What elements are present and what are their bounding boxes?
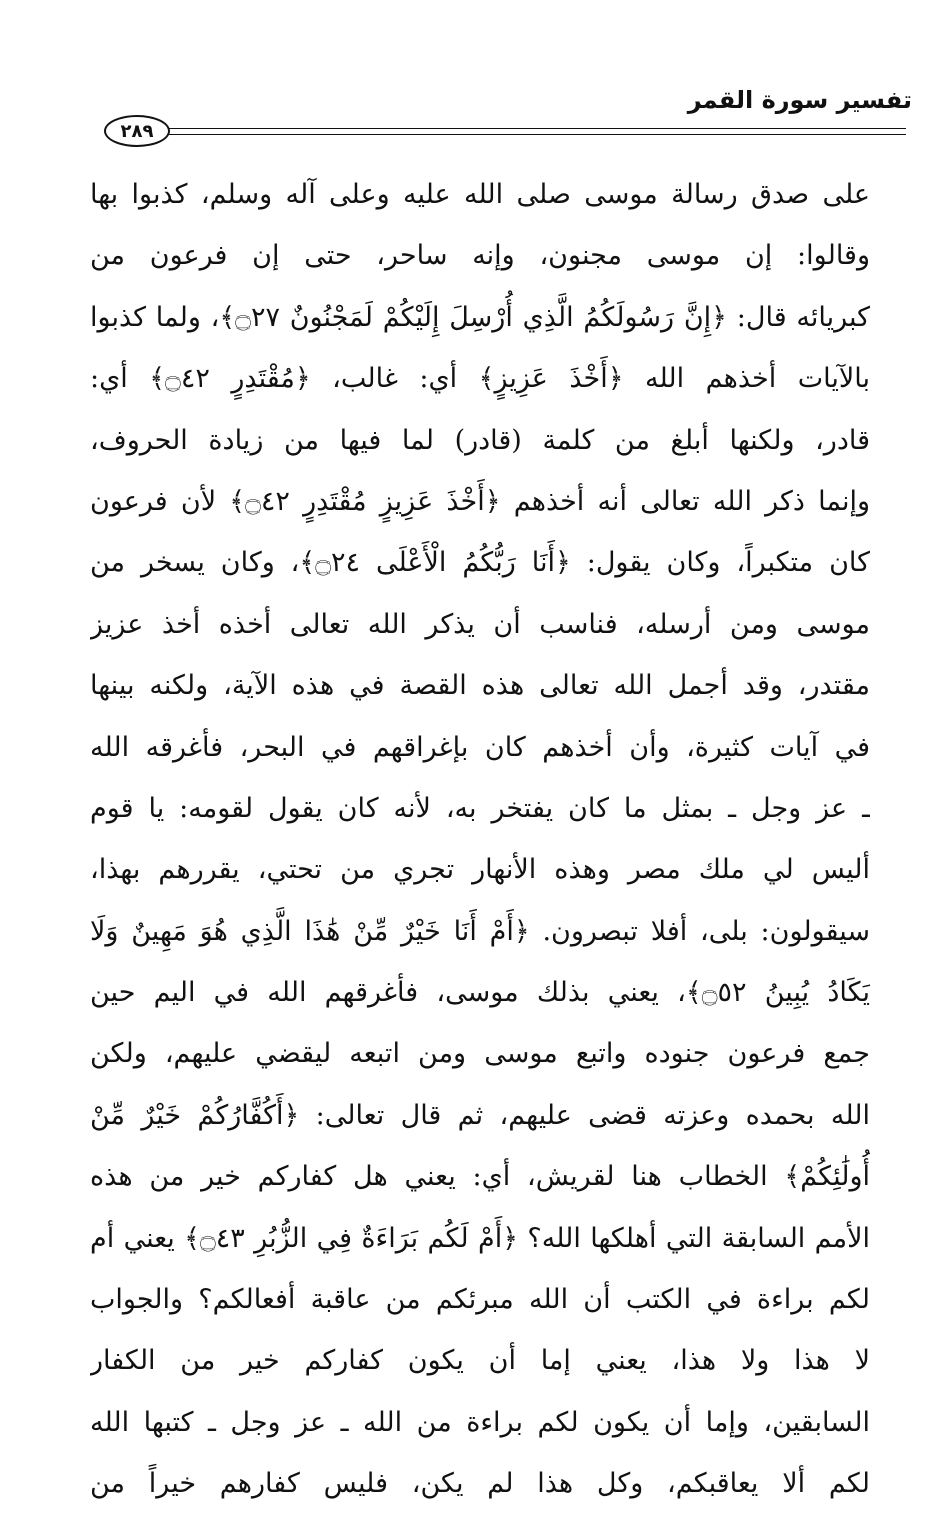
text-line: الله بحمده وعزته قضى عليهم، ثم قال تعالى: ﴿أَكُفَّارُكُمْ خَيْرٌ مِّنْ — [90, 1099, 870, 1131]
text-line: موسى ومن أرسله، فناسب أن يذكر الله تعالى أخذه أخذ عزيز — [90, 608, 870, 640]
text-line: سيقولون: بلى، أفلا تبصرون. ﴿أَمْ أَنَا خَيْرٌ مِّنْ هَٰذَا الَّذِي هُوَ مَهِينٌ وَلَا — [90, 915, 870, 947]
text-line: لكم براءة في الكتب أن الله مبرئكم من عاقبة أفعالكم؟ والجواب — [90, 1284, 870, 1316]
text-line: في آيات كثيرة، وأن أخذهم كان بإغراقهم في البحر، فأغرقه الله — [90, 731, 870, 763]
body-text — [90, 164, 870, 1515]
text-line: وإنما ذكر الله تعالى أنه أخذهم ﴿أَخْذَ عَزِيزٍ مُقْتَدِرٍ ۝٤٢﴾ لأن فرعون — [90, 485, 870, 517]
text-line: يَكَادُ يُبِينُ ۝٥٢﴾، يعني بذلك موسى، فأغرقهم الله في اليم حين — [90, 977, 870, 1009]
text-line: قادر، ولكنها أبلغ من كلمة (قادر) لما فيها من زيادة الحروف، — [90, 424, 870, 456]
header-rule — [168, 128, 906, 129]
text-line: أليس لي ملك مصر وهذه الأنهار تجري من تحتي، يقررهم بهذا، — [90, 854, 870, 886]
text-line: السابقين، وإما أن يكون لكم براءة من الله ـ عز وجل ـ كتبها الله — [90, 1406, 870, 1438]
page-header — [0, 0, 948, 150]
text-line: الأمم السابقة التي أهلكها الله؟ ﴿أَمْ لَكُم بَرَاءَةٌ فِي الزُّبُرِ ۝٤٣﴾ يعني أم — [90, 1222, 870, 1254]
text-line: مقتدر، وقد أجمل الله تعالى هذه القصة في هذه الآية، ولكنه بينها — [90, 670, 870, 702]
text-line: على صدق رسالة موسى صلى الله عليه وعلى آله وسلم، كذبوا بها — [90, 179, 870, 210]
text-line: ـ عز وجل ـ بمثل ما كان يفتخر به، لأنه كان يقول لقومه: يا قوم — [90, 792, 870, 824]
header-rule-double — [168, 134, 906, 135]
page-number: ٢٨٩ — [104, 115, 170, 147]
text-line: بالآيات أخذهم الله ﴿أَخْذَ عَزِيزٍ﴾ أي: غالب، ﴿مُقْتَدِرٍ ۝٤٢﴾ أي: — [90, 363, 870, 395]
text-line: أُولَٰئِكُمْ﴾ الخطاب هنا لقريش، أي: يعني هل كفاركم خير من هذه — [90, 1161, 870, 1193]
text-line: كبريائه قال: ﴿إِنَّ رَسُولَكُمُ الَّذِي أُرْسِلَ إِلَيْكُمْ لَمَجْنُونٌ ۝٢٧﴾، ولما كذبوا — [90, 301, 870, 333]
text-line: لا هذا ولا هذا، يعني إما أن يكون كفاركم خير من الكفار — [90, 1345, 870, 1377]
running-title: تفسير سورة القمر — [687, 86, 912, 114]
text-line: وقالوا: إن موسى مجنون، وإنه ساحر، حتى إن فرعون من — [90, 240, 870, 272]
text-line: كان متكبراً، وكان يقول: ﴿أَنَا رَبُّكُمُ الْأَعْلَى ۝٢٤﴾، وكان يسخر من — [90, 547, 870, 579]
text-line: جمع فرعون جنوده واتبع موسى ومن اتبعه ليقضي عليهم، ولكن — [90, 1038, 870, 1070]
text-line: لكم ألا يعاقبكم، وكل هذا لم يكن، فليس كفارهم خيراً من — [90, 1468, 870, 1500]
